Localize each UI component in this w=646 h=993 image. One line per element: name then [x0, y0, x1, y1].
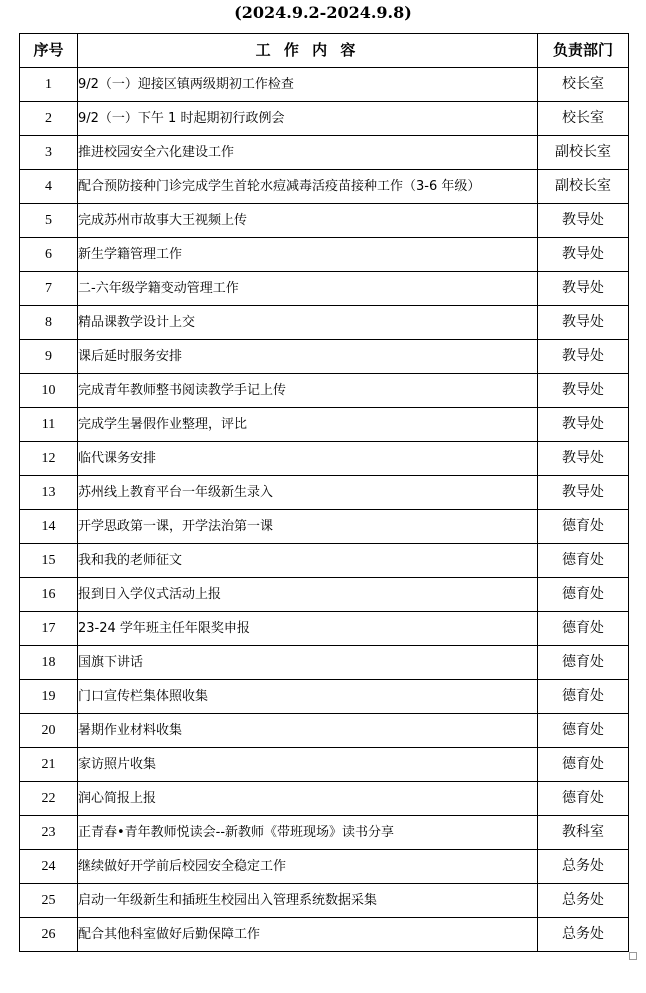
row-department: 德育处: [538, 714, 629, 748]
row-task: 推进校园安全六化建设工作: [78, 136, 538, 170]
row-task: 精品课教学设计上交: [78, 306, 538, 340]
row-department: 教导处: [538, 340, 629, 374]
row-department: 教导处: [538, 374, 629, 408]
row-task: 新生学籍管理工作: [78, 238, 538, 272]
table-row: [20, 102, 629, 136]
row-number: 8: [20, 306, 78, 340]
table-row: [20, 272, 629, 306]
row-task: 配合预防接种门诊完成学生首轮水痘减毒活疫苗接种工作（3-6 年级）: [78, 170, 538, 204]
row-task: 正青春•青年教师悦读会--新教师《带班现场》读书分享: [78, 816, 538, 850]
row-task: 国旗下讲话: [78, 646, 538, 680]
table-header-row: [20, 34, 629, 68]
row-number: 25: [20, 884, 78, 918]
row-number: 23: [20, 816, 78, 850]
row-task: 临代课务安排: [78, 442, 538, 476]
row-number: 24: [20, 850, 78, 884]
row-department: 德育处: [538, 544, 629, 578]
row-department: 德育处: [538, 578, 629, 612]
table-row: [20, 408, 629, 442]
row-number: 12: [20, 442, 78, 476]
row-task: 完成学生暑假作业整理，评比: [78, 408, 538, 442]
row-department: 教导处: [538, 204, 629, 238]
row-number: 10: [20, 374, 78, 408]
row-task: 开学思政第一课，开学法治第一课: [78, 510, 538, 544]
table-row: [20, 340, 629, 374]
row-department: 副校长室: [538, 136, 629, 170]
row-number: 3: [20, 136, 78, 170]
table-row: [20, 612, 629, 646]
row-task: 课后延时服务安排: [78, 340, 538, 374]
row-task: 暑期作业材料收集: [78, 714, 538, 748]
row-department: 教导处: [538, 442, 629, 476]
table-row: [20, 884, 629, 918]
row-department: 德育处: [538, 510, 629, 544]
row-number: 18: [20, 646, 78, 680]
row-department: 教导处: [538, 476, 629, 510]
row-number: 6: [20, 238, 78, 272]
row-number: 14: [20, 510, 78, 544]
table-row: [20, 918, 629, 952]
row-task: 家访照片收集: [78, 748, 538, 782]
row-number: 9: [20, 340, 78, 374]
table-row: [20, 544, 629, 578]
date-range-heading: (2024.9.2-2024.9.8): [234, 3, 412, 22]
table-row: [20, 748, 629, 782]
weekly-work-table: [19, 33, 629, 952]
table-row: [20, 510, 629, 544]
row-number: 17: [20, 612, 78, 646]
row-department: 教导处: [538, 408, 629, 442]
row-number: 13: [20, 476, 78, 510]
row-number: 15: [20, 544, 78, 578]
table-row: [20, 782, 629, 816]
row-department: 德育处: [538, 748, 629, 782]
row-task: 9/2（一）下午 1 时起期初行政例会: [78, 102, 538, 136]
row-number: 22: [20, 782, 78, 816]
row-number: 4: [20, 170, 78, 204]
table-row: [20, 68, 629, 102]
table-row: [20, 850, 629, 884]
table-row: [20, 476, 629, 510]
row-department: 校长室: [538, 68, 629, 102]
row-task: 23-24 学年班主任年限奖申报: [78, 612, 538, 646]
table-row: [20, 680, 629, 714]
row-task: 门口宣传栏集体照收集: [78, 680, 538, 714]
row-task: 我和我的老师征文: [78, 544, 538, 578]
table-row: [20, 578, 629, 612]
row-task: 报到日入学仪式活动上报: [78, 578, 538, 612]
row-number: 21: [20, 748, 78, 782]
row-task: 润心简报上报: [78, 782, 538, 816]
row-department: 教导处: [538, 306, 629, 340]
row-department: 教导处: [538, 238, 629, 272]
row-department: 总务处: [538, 918, 629, 952]
table-row: [20, 374, 629, 408]
row-task: 继续做好开学前后校园安全稳定工作: [78, 850, 538, 884]
row-number: 11: [20, 408, 78, 442]
table-resize-handle[interactable]: [629, 952, 637, 960]
row-department: 总务处: [538, 850, 629, 884]
table-row: [20, 136, 629, 170]
row-department: 副校长室: [538, 170, 629, 204]
table-row: [20, 238, 629, 272]
row-number: 5: [20, 204, 78, 238]
column-header-number: 序号: [20, 34, 78, 68]
row-number: 26: [20, 918, 78, 952]
row-task: 启动一年级新生和插班生校园出入管理系统数据采集: [78, 884, 538, 918]
table-row: [20, 816, 629, 850]
row-task: 二-六年级学籍变动管理工作: [78, 272, 538, 306]
row-task: 9/2（一）迎接区镇两级期初工作检查: [78, 68, 538, 102]
table-row: [20, 714, 629, 748]
table-row: [20, 306, 629, 340]
table-row: [20, 170, 629, 204]
row-number: 2: [20, 102, 78, 136]
column-header-department: 负责部门: [538, 34, 629, 68]
row-task: 配合其他科室做好后勤保障工作: [78, 918, 538, 952]
row-department: 德育处: [538, 680, 629, 714]
table-row: [20, 646, 629, 680]
row-department: 德育处: [538, 612, 629, 646]
row-department: 总务处: [538, 884, 629, 918]
row-department: 教导处: [538, 272, 629, 306]
row-task: 完成苏州市故事大王视频上传: [78, 204, 538, 238]
row-task: 苏州线上教育平台一年级新生录入: [78, 476, 538, 510]
row-department: 教科室: [538, 816, 629, 850]
table-row: [20, 204, 629, 238]
row-number: 7: [20, 272, 78, 306]
row-department: 校长室: [538, 102, 629, 136]
row-department: 德育处: [538, 646, 629, 680]
table-row: [20, 442, 629, 476]
row-task: 完成青年教师整书阅读教学手记上传: [78, 374, 538, 408]
row-department: 德育处: [538, 782, 629, 816]
row-number: 19: [20, 680, 78, 714]
row-number: 20: [20, 714, 78, 748]
row-number: 16: [20, 578, 78, 612]
column-header-task: 工 作 内 容: [78, 34, 538, 68]
row-number: 1: [20, 68, 78, 102]
